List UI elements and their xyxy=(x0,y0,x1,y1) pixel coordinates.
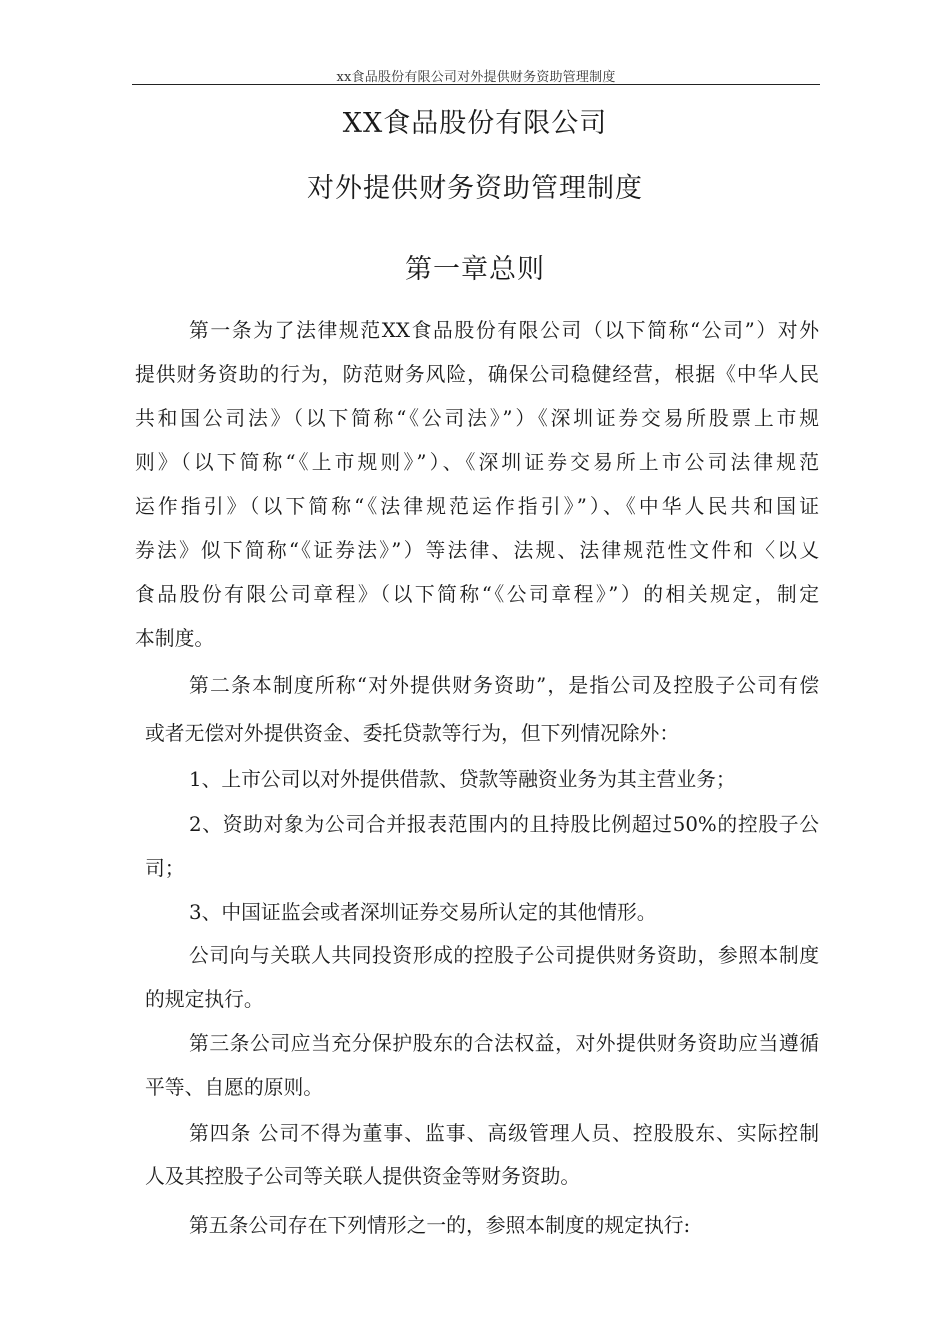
reference-line: 的规定执行。 xyxy=(145,988,264,1011)
list-item-3: 3、中国证监会或者深圳证券交易所认定的其他情形。 xyxy=(189,901,657,924)
article-1-line: 本制度。 xyxy=(135,627,215,650)
running-header: xx食品股份有限公司对外提供财务资助管理制度 xyxy=(336,70,616,85)
list-item-1: 1、上市公司以对外提供借款、贷款等融资业务为其主营业务； xyxy=(189,768,736,791)
chapter-title: 第一章总则 xyxy=(405,254,545,285)
header-divider xyxy=(132,84,820,85)
article-5-line: 第五条公司存在下列情形之一的，参照本制度的规定执行: xyxy=(189,1214,691,1237)
article-4-line: 第四条 公司不得为董事、监事、高级管理人员、控股股东、实际控制 xyxy=(189,1122,819,1145)
title-policy: 对外提供财务资助管理制度 xyxy=(307,173,643,204)
article-1-line: 提供财务资助的行为，防范财务风险，确保公司稳健经营，根据《中华人民 xyxy=(135,363,819,386)
article-1-line: 运作指引》（以下简称“《法律规范运作指引》”）、《中华人民共和国证 xyxy=(135,495,819,518)
article-3-line: 平等、自愿的原则。 xyxy=(145,1076,324,1099)
article-2-line: 或者无偿对外提供资金、委托贷款等行为，但下列情况除外： xyxy=(145,722,680,745)
list-item-2-cont: 司； xyxy=(145,857,185,880)
article-1-line: 则》（以下简称“《上市规则》”）、《深圳证券交易所上市公司法律规范 xyxy=(135,451,819,474)
article-3-line: 第三条公司应当充分保护股东的合法权益，对外提供财务资助应当遵循 xyxy=(189,1032,819,1055)
article-1-line: 第一条为了法律规范XX食品股份有限公司（以下简称“公司”）对外 xyxy=(189,319,819,342)
article-1-line: 共和国公司法》（以下简称“《公司法》”）《深圳证券交易所股票上市规 xyxy=(135,407,819,430)
reference-line: 公司向与关联人共同投资形成的控股子公司提供财务资助，参照本制度 xyxy=(189,944,819,967)
article-2-line: 第二条本制度所称“对外提供财务资助”，是指公司及控股子公司有偿 xyxy=(189,674,819,697)
article-1-line: 券法》似下简称“《证券法》”）等法律、法规、法律规范性文件和〈以乂 xyxy=(135,539,819,562)
article-1-line: 食品股份有限公司章程》（以下简称“《公司章程》”）的相关规定，制定 xyxy=(135,583,819,606)
title-company: XX食品股份有限公司 xyxy=(342,108,608,139)
list-item-2: 2、资助对象为公司合并报表范围内的且持股比例超过50%的控股子公 xyxy=(189,813,819,836)
article-4-line: 人及其控股子公司等关联人提供资金等财务资助。 xyxy=(145,1165,581,1188)
